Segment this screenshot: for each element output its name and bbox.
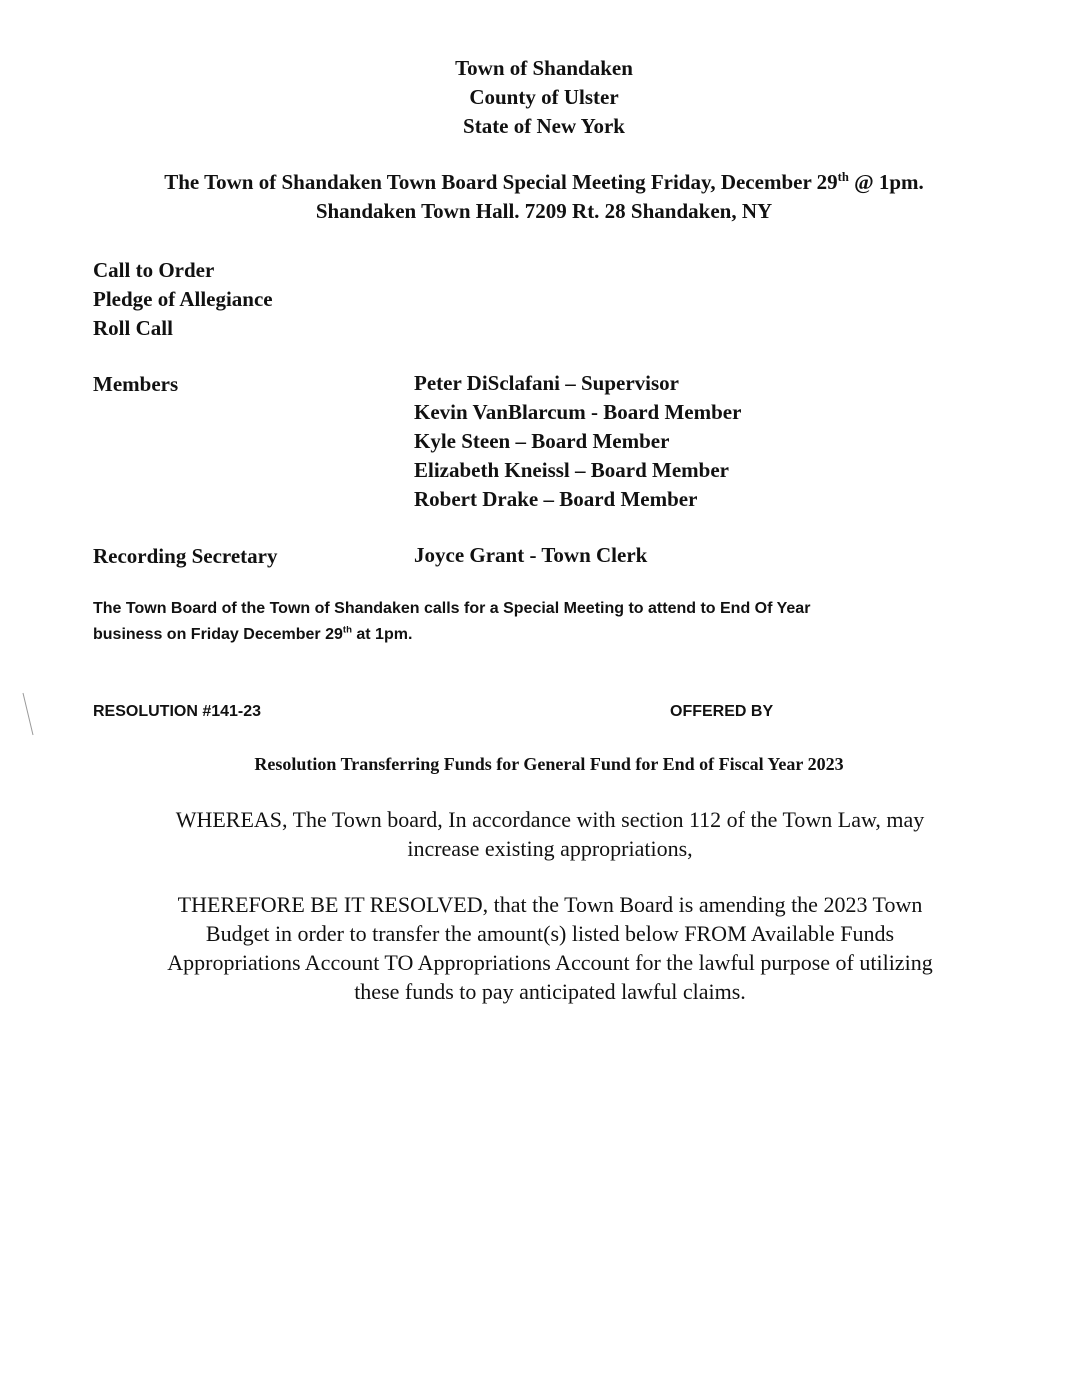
whereas-line-2: increase existing appropriations, bbox=[407, 836, 693, 861]
offered-by-label: OFFERED BY bbox=[670, 703, 774, 720]
notice-line-1: The Town Board of the Town of Shandaken calls for a Special Meeting to attend to End Of Year bbox=[93, 600, 811, 617]
meeting-title bbox=[0, 168, 1088, 197]
document-header bbox=[0, 54, 1088, 141]
secretary-name: Joyce Grant - Town Clerk bbox=[414, 543, 648, 567]
whereas-line-1: WHEREAS, The Town board, In accordance with section 112 of the Town Law, may bbox=[175, 807, 925, 832]
whereas-clause bbox=[80, 805, 1020, 863]
meeting-title-sup: th bbox=[837, 170, 849, 184]
members-label: Members bbox=[93, 372, 179, 396]
meeting-title-text: The Town of Shandaken Town Board Special Meeting Friday, December 29 bbox=[164, 170, 838, 194]
town-name: Town of Shandaken bbox=[455, 56, 633, 80]
meeting-title-time: @ 1pm. bbox=[848, 170, 924, 194]
secretary-label: Recording Secretary bbox=[93, 544, 278, 568]
resolution-number: RESOLUTION #141-23 bbox=[93, 703, 262, 720]
member-item: Elizabeth Kneissl – Board Member bbox=[414, 458, 729, 482]
county-name: County of Ulster bbox=[469, 85, 619, 109]
agenda-item-roll-call: Roll Call bbox=[93, 316, 173, 340]
notice-line-2 bbox=[93, 622, 993, 648]
resolved-line-3: Appropriations Account TO Appropriations Account for the lawful purpose of utilizing bbox=[167, 950, 933, 975]
members-list bbox=[414, 369, 741, 514]
member-item: Kevin VanBlarcum - Board Member bbox=[414, 400, 742, 424]
member-item: Robert Drake – Board Member bbox=[414, 487, 698, 511]
resolved-line-2: Budget in order to transfer the amount(s) listed below FROM Available Funds bbox=[205, 921, 895, 946]
meeting-info bbox=[0, 168, 1088, 226]
notice-line-2-text: business on Friday December 29 bbox=[93, 626, 343, 643]
agenda-item-pledge: Pledge of Allegiance bbox=[93, 287, 273, 311]
notice-line-2-sup: th bbox=[342, 624, 352, 636]
notice-line-2-time: at 1pm. bbox=[351, 626, 413, 643]
scan-artifact-mark bbox=[22, 692, 34, 736]
meeting-location: Shandaken Town Hall. 7209 Rt. 28 Shandaken, NY bbox=[315, 199, 773, 223]
resolution-title: Resolution Transferring Funds for General Fund for End of Fiscal Year 2023 bbox=[254, 754, 844, 774]
resolved-line-1: THEREFORE BE IT RESOLVED, that the Town Board is amending the 2023 Town bbox=[177, 892, 923, 917]
agenda-item-call-to-order: Call to Order bbox=[93, 258, 215, 282]
member-item: Peter DiSclafani – Supervisor bbox=[414, 371, 680, 395]
member-item: Kyle Steen – Board Member bbox=[414, 429, 670, 453]
agenda-list bbox=[93, 256, 273, 343]
state-name: State of New York bbox=[463, 114, 625, 138]
resolved-clause bbox=[80, 890, 1020, 1006]
resolved-line-4: these funds to pay anticipated lawful claims. bbox=[354, 979, 746, 1004]
meeting-notice bbox=[93, 596, 993, 648]
